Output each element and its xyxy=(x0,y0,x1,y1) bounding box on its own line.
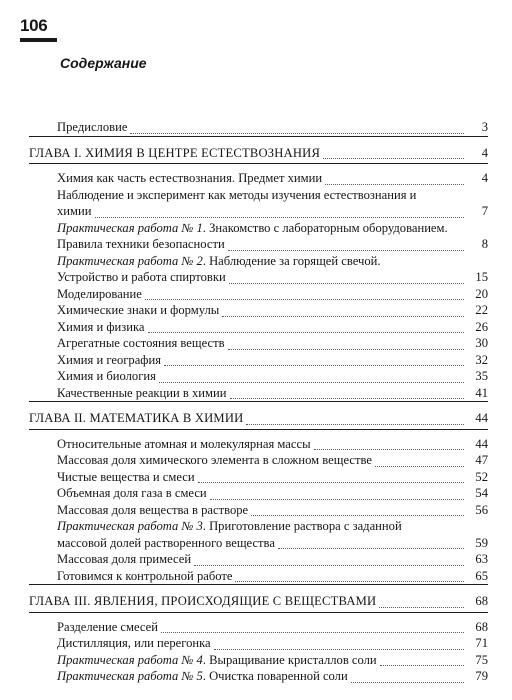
toc-leader-dots xyxy=(380,665,464,666)
toc-page-number: 56 xyxy=(475,502,488,517)
toc-chapter xyxy=(29,410,488,427)
toc-entry-text: Химия и биология xyxy=(57,369,156,383)
toc-entry xyxy=(29,469,488,486)
toc-entry xyxy=(29,619,488,636)
running-head: Содержание xyxy=(60,55,147,71)
toc-entry xyxy=(29,170,488,187)
toc-page-number: 44 xyxy=(475,436,488,451)
toc-page-number: 79 xyxy=(475,669,488,683)
toc-page-number: 4 xyxy=(481,145,488,160)
toc-entry-title xyxy=(57,518,488,551)
toc-page-number: 52 xyxy=(475,469,488,484)
toc-entry-text: . Выращивание кристаллов соли xyxy=(202,652,377,667)
toc-page-number: 22 xyxy=(475,303,488,317)
toc-page-number: 8 xyxy=(481,237,488,251)
toc-entry-text: Готовимся к контрольной работе xyxy=(57,568,233,583)
toc-leader-dots xyxy=(325,184,464,185)
toc-entry-text: . Знакомство с лабораторным оборудованием. Правила техники безопасности xyxy=(57,220,448,251)
toc-page-number: 47 xyxy=(475,453,488,467)
toc-page-number: 32 xyxy=(475,352,488,367)
toc-page-number: 30 xyxy=(475,336,488,350)
toc-page-number: 75 xyxy=(475,652,488,667)
toc-entry-work-title: Практическая работа № 1 xyxy=(57,220,203,235)
toc-page-number: 71 xyxy=(475,636,488,650)
toc-entry xyxy=(29,452,488,469)
toc-entry xyxy=(29,253,488,270)
toc-entry-text: Химия и физика xyxy=(57,319,145,334)
toc-leader-dots xyxy=(198,482,464,483)
toc-entry xyxy=(29,335,488,352)
toc-entry xyxy=(29,668,488,685)
toc-entry-text: Химия как часть естествознания. Предмет химии xyxy=(57,171,323,185)
toc-page-number: 59 xyxy=(475,535,488,550)
toc-entry-work-title: Практическая работа № 3 xyxy=(57,519,203,533)
chapter-rule xyxy=(29,429,488,430)
toc-entry-title xyxy=(57,220,488,253)
toc-entry-text: ГЛАВА III. ЯВЛЕНИЯ, ПРОИСХОДЯЩИЕ С ВЕЩЕСТВАМИ xyxy=(29,594,377,608)
toc-entry-text: Массовая доля примесей xyxy=(57,552,192,566)
chapter-top-rule xyxy=(29,584,488,585)
toc-entry xyxy=(29,551,488,568)
toc-entry xyxy=(29,518,488,551)
toc-leader-dots xyxy=(159,382,464,383)
toc-leader-dots xyxy=(314,449,464,450)
toc-entry-text: . Наблюдение за горящей свечой. xyxy=(202,253,381,268)
toc-leader-dots xyxy=(251,515,464,516)
toc-page-number: 41 xyxy=(475,385,488,400)
toc-entry-text: Дистилляция, или перегонка xyxy=(57,636,211,650)
table-of-contents xyxy=(29,119,488,685)
toc-entry xyxy=(29,220,488,253)
toc-entry-title xyxy=(57,253,488,270)
toc-entry xyxy=(29,368,488,385)
toc-leader-dots xyxy=(148,332,464,333)
toc-page-number: 44 xyxy=(475,411,488,425)
toc-leader-dots xyxy=(246,424,464,425)
toc-leader-dots xyxy=(351,682,464,683)
toc-entry-text: Предисловие xyxy=(57,120,128,134)
toc-leader-dots xyxy=(95,217,465,218)
page-number-rule xyxy=(20,38,57,42)
toc-leader-dots xyxy=(235,581,464,582)
chapter-rule xyxy=(29,612,488,613)
toc-entry-text: Устройство и работа спиртовки xyxy=(57,270,226,284)
toc-page-number: 26 xyxy=(475,319,488,334)
toc-entry-text: Массовая доля химического элемента в сложном веществе xyxy=(57,453,372,467)
toc-leader-dots xyxy=(228,349,464,350)
toc-page-number: 15 xyxy=(475,270,488,284)
toc-entry-title xyxy=(57,187,488,220)
toc-leader-dots xyxy=(222,316,464,317)
toc-entry xyxy=(29,269,488,286)
toc-entry xyxy=(29,502,488,519)
toc-leader-dots xyxy=(228,250,464,251)
toc-leader-dots xyxy=(210,499,464,500)
chapter-rule xyxy=(29,163,488,164)
toc-leader-dots xyxy=(130,133,464,134)
toc-entry xyxy=(29,319,488,336)
toc-page-number: 63 xyxy=(475,552,488,566)
toc-leader-dots xyxy=(194,565,464,566)
toc-leader-dots xyxy=(230,398,465,399)
toc-entry xyxy=(29,652,488,669)
toc-page-number: 35 xyxy=(475,369,488,383)
toc-entry-text: Химия и география xyxy=(57,352,162,367)
toc-leader-dots xyxy=(164,365,464,366)
toc-entry-text: Разделение смесей xyxy=(57,619,158,634)
chapter-top-rule xyxy=(29,136,488,137)
toc-page-number: 68 xyxy=(475,594,488,608)
toc-entry-text: Наблюдение и эксперимент как методы изучения естествознания и химии xyxy=(57,187,417,218)
toc-leader-dots xyxy=(375,466,464,467)
toc-leader-dots xyxy=(323,158,464,159)
toc-entry xyxy=(29,187,488,220)
toc-entry-text: ГЛАВА II. МАТЕМАТИКА В ХИМИИ xyxy=(29,411,244,425)
toc-page-number: 54 xyxy=(475,486,488,500)
toc-chapter xyxy=(29,145,488,162)
toc-entry-text: Химические знаки и формулы xyxy=(57,303,220,317)
toc-entry-text: . Приготовление раствора с заданной массовой долей растворенного вещества xyxy=(57,519,402,550)
toc-entry-text: Качественные реакции в химии xyxy=(57,385,227,400)
toc-entry-text: ГЛАВА I. ХИМИЯ В ЦЕНТРЕ ЕСТЕСТВОЗНАНИЯ xyxy=(29,145,321,160)
toc-entry xyxy=(29,352,488,369)
toc-entry-text: Чистые вещества и смеси xyxy=(57,469,195,484)
toc-entry-work-title: Практическая работа № 5 xyxy=(57,669,203,683)
toc-entry xyxy=(29,436,488,453)
toc-page-number: 68 xyxy=(475,619,488,634)
toc-entry-work-title: Практическая работа № 4 xyxy=(57,652,203,667)
toc-entry xyxy=(29,568,488,585)
toc-entry-text: . Очистка поваренной соли xyxy=(202,669,348,683)
toc-entry-text: Относительные атомная и молекулярная массы xyxy=(57,436,311,451)
toc-entry xyxy=(29,286,488,303)
toc-entry-text: Массовая доля вещества в растворе xyxy=(57,502,249,517)
toc-leader-dots xyxy=(379,607,464,608)
toc-entry xyxy=(29,635,488,652)
toc-page-number: 65 xyxy=(475,568,488,583)
toc-entry-text: Агрегатные состояния веществ xyxy=(57,336,225,350)
toc-leader-dots xyxy=(161,632,464,633)
toc-leader-dots xyxy=(278,548,464,549)
toc-entry-text: Моделирование xyxy=(57,286,142,301)
toc-chapter xyxy=(29,593,488,610)
toc-entry-work-title: Практическая работа № 2 xyxy=(57,253,203,268)
toc-entry xyxy=(29,302,488,319)
chapter-top-rule xyxy=(29,401,488,402)
toc-page-number: 20 xyxy=(475,286,488,301)
toc-entry xyxy=(29,385,488,402)
toc-leader-dots xyxy=(145,299,464,300)
toc-page-number: 4 xyxy=(481,171,488,185)
toc-entry-text: Объемная доля газа в смеси xyxy=(57,486,207,500)
toc-leader-dots xyxy=(229,283,464,284)
toc-leader-dots xyxy=(214,649,464,650)
toc-page-number: 7 xyxy=(481,204,488,218)
page-number: 106 xyxy=(20,16,48,35)
toc-entry xyxy=(29,119,488,136)
toc-entry xyxy=(29,485,488,502)
toc-page-number: 3 xyxy=(481,120,488,134)
